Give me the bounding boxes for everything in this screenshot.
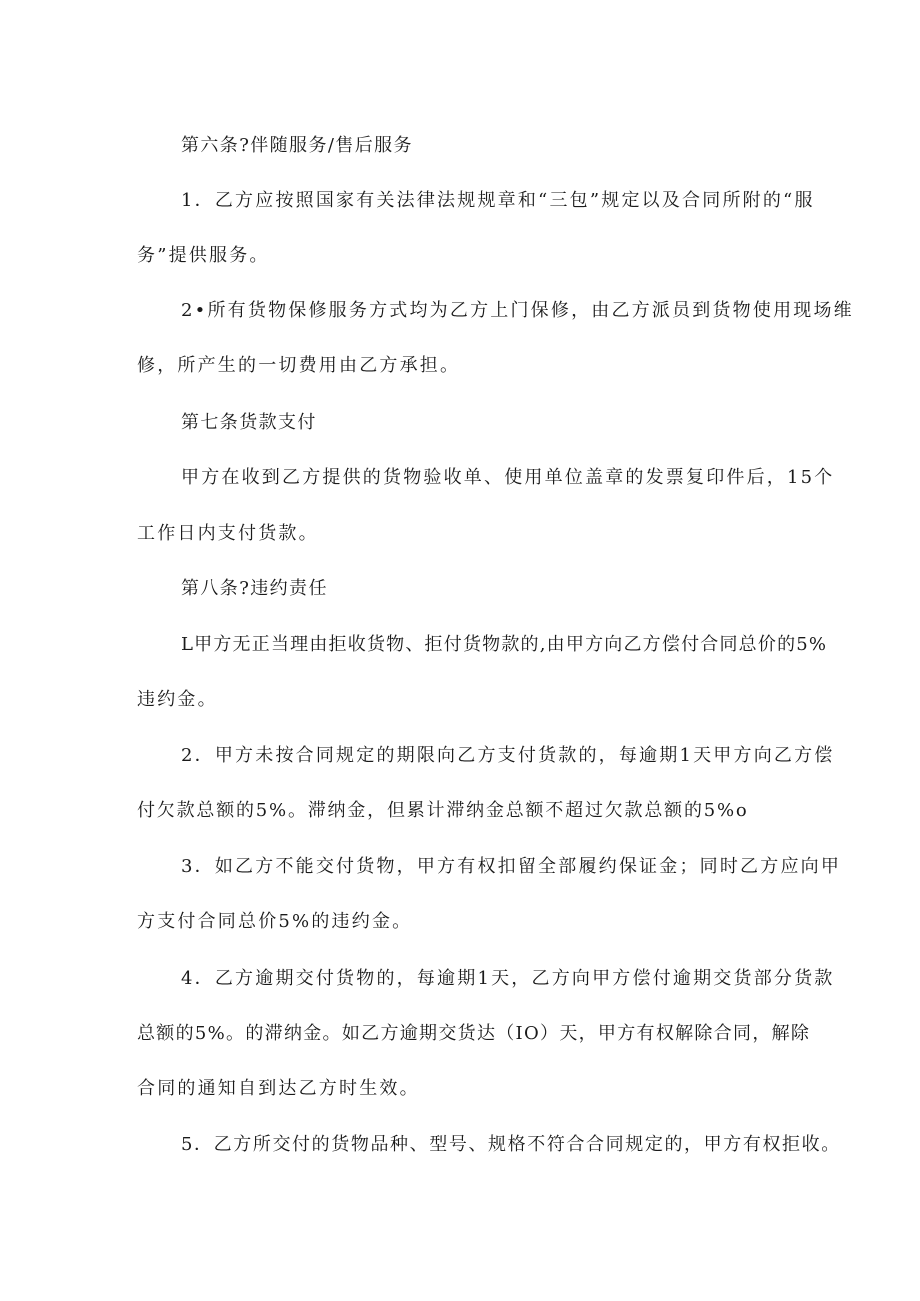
article-8-item-4-line-2: 总额的5%。的滞纳金。如乙方逾期交货达（IO）天，甲方有权解除合同，解除 xyxy=(137,1023,811,1044)
article-6-item-1-line-2: 务”提供服务。 xyxy=(137,245,270,266)
article-7-paragraph-line-2: 工作日内支付货款。 xyxy=(137,523,319,544)
article-7-heading: 第七条货款支付 xyxy=(181,412,317,433)
article-6-heading: 第六条?伴随服务/售后服务 xyxy=(181,135,413,156)
article-8-item-4-line-1: 4．乙方逾期交付货物的，每逾期1天，乙方向甲方偿付逾期交货部分货款 xyxy=(181,968,835,989)
article-8-item-3-line-2: 方支付合同总价5%的违约金。 xyxy=(137,911,413,932)
article-8-item-1-line-1: L甲方无正当理由拒收货物、拒付货物款的,由甲方向乙方偿付合同总价的5% xyxy=(181,634,828,655)
article-6-item-2-line-2: 修，所产生的一切费用由乙方承担。 xyxy=(137,355,461,376)
article-8-item-1-line-2: 违约金。 xyxy=(137,689,218,710)
article-7-paragraph-line-1: 甲方在收到乙方提供的货物验收单、使用单位盖章的发票复印件后，15个 xyxy=(181,467,835,488)
article-6-item-2-line-1: 2•所有货物保修服务方式均为乙方上门保修，由乙方派员到货物使用现场维 xyxy=(181,300,854,321)
article-8-heading: 第八条?违约责任 xyxy=(181,578,328,599)
article-8-item-3-line-1: 3．如乙方不能交付货物，甲方有权扣留全部履约保证金；同时乙方应向甲 xyxy=(181,856,842,877)
article-6-item-1-line-1: 1．乙方应按照国家有关法律法规规章和“三包”规定以及合同所附的“服 xyxy=(181,190,815,211)
article-8-item-4-line-3: 合同的通知自到达乙方时生效。 xyxy=(137,1078,420,1099)
article-8-item-2-line-2: 付欠款总额的5%。滞纳金，但累计滞纳金总额不超过欠款总额的5%o xyxy=(137,800,749,821)
article-8-item-5-line-1: 5．乙方所交付的货物品种、型号、规格不符合合同规定的，甲方有权拒收。 xyxy=(181,1134,841,1155)
article-8-item-2-line-1: 2．甲方未按合同规定的期限向乙方支付货款的，每逾期1天甲方向乙方偿 xyxy=(181,745,835,766)
